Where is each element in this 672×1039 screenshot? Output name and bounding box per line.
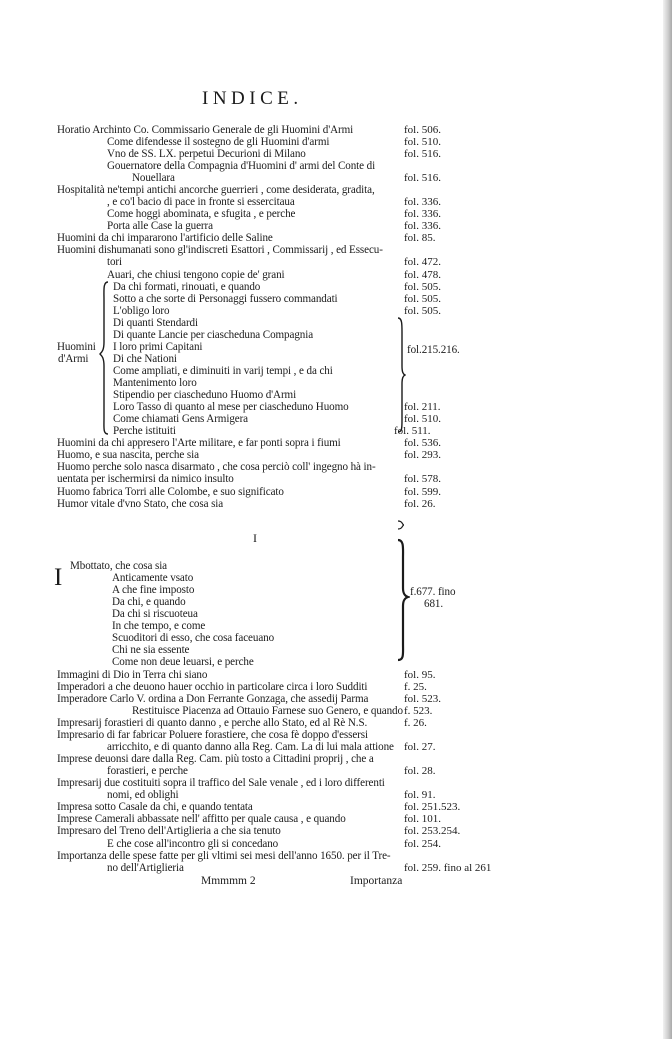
index-entry-ref: f. 26.: [404, 717, 427, 729]
signature-mark: Mmmmm 2: [201, 875, 256, 887]
index-entry-text: Stipendio per ciascheduno Huomo d'Armi: [113, 389, 297, 401]
index-entry-text: Mantenimento loro: [113, 377, 197, 389]
index-entry-text: Di quante Lancie per ciascheduna Compagnia: [113, 329, 314, 341]
imbottato-line: In che tempo, e come: [112, 620, 206, 632]
huomini-darmi-label-1: Huomini: [57, 341, 96, 353]
index-entry-ref: fol. 85.: [404, 232, 436, 244]
index-entry-ref: fol. 336.: [404, 220, 441, 232]
index-entry-text: I loro primi Capitani: [113, 341, 203, 353]
index-entry-text: Huomo fabrica Torri alle Colombe, e suo significato: [57, 486, 284, 498]
index-entry-text: Imperadori a che deuono hauer occhio in particolare circa i loro Sudditi: [57, 681, 368, 693]
index-entry-ref: fol. 251.523.: [404, 801, 461, 813]
index-entry-ref: fol. 336.: [404, 208, 441, 220]
index-entry-ref: fol. 259. fino al 261: [404, 862, 492, 874]
index-entry-ref: fol. 510.: [404, 413, 441, 425]
index-entry-ref: fol. 336.: [404, 196, 441, 208]
imbottato-right-brace: [396, 538, 410, 664]
index-entry-text: Nouellara: [132, 172, 175, 184]
index-entry-text: Impresarij due costituiti sopra il traffico del Sale venale , ed i loro differenti: [57, 777, 385, 789]
imbottato-line: Anticamente vsato: [112, 572, 194, 584]
imbottato-line: Come non deue leuarsi, e perche: [112, 656, 254, 668]
index-entry-text: Di che Nationi: [113, 353, 177, 365]
index-entry-text: forastieri, e perche: [107, 765, 188, 777]
index-entry-text: Imprese deuonsi dare dalla Reg. Cam. più tosto a Cittadini proprij , che a: [57, 753, 374, 765]
index-entry-ref: fol. 472.: [404, 256, 441, 268]
index-entry-text: Vno de SS. LX. perpetui Decurioni di Milano: [107, 148, 306, 160]
index-entry-text: tori: [107, 256, 123, 268]
humor-brace-mark: [396, 520, 406, 530]
imbottato-line: A che fine imposto: [112, 584, 195, 596]
index-entry-text: Importanza delle spese fatte per gli vltimi sei mesi dell'anno 1650. per il Tre-: [57, 850, 391, 862]
huomini-right-brace: [396, 316, 406, 434]
index-entry-text: Gouernatore della Compagnia d'Huomini d' armi del Conte di: [107, 160, 376, 172]
index-entry-text: Immagini di Dio in Terra chi siano: [57, 669, 208, 681]
index-entry-text: Impresario di far fabricar Poluere forastiere, che cosa fè doppo d'essersi: [57, 729, 368, 741]
index-entry-ref: fol. 478.: [404, 269, 441, 281]
imbottato-line: Scuoditori di esso, che cosa faceuano: [112, 632, 275, 644]
index-entry-text: uentata per ischermirsi da nimico insulto: [57, 473, 234, 485]
catchword: Importanza: [350, 875, 403, 887]
index-entry-ref: fol. 26.: [404, 498, 436, 510]
index-entry-ref: fol. 27.: [404, 741, 436, 753]
index-entry-text: Perche istituiti: [113, 425, 176, 437]
index-entry-ref: f. 523.: [404, 705, 433, 717]
index-entry-ref: fol. 523.: [404, 693, 441, 705]
index-entry-text: Come ampliati, e diminuiti in varij tempi , e da chi: [113, 365, 333, 377]
index-entry-text: arricchito, e di quanto danno alla Reg. Cam. La di lui mala attione: [107, 741, 394, 753]
index-entry-ref: fol. 511.: [394, 425, 431, 437]
imbottato-line: Mbottato, che cosa sia: [70, 560, 167, 572]
dropcap-i: I: [54, 564, 63, 591]
index-entry-ref: fol. 95.: [404, 669, 436, 681]
index-entry-ref: fol. 536.: [404, 437, 441, 449]
index-entry-ref: fol. 505.: [404, 305, 441, 317]
index-entry-ref: fol. 253.254.: [404, 825, 461, 837]
index-entry-text: , e co'l bacio di pace in fronte si essercitaua: [107, 196, 295, 208]
index-entry-text: Porta alle Case la guerra: [107, 220, 213, 232]
section-letter-i: I: [253, 531, 257, 545]
index-entry-ref: f. 25.: [404, 681, 427, 693]
index-entry-ref: fol. 516.: [404, 172, 441, 184]
index-entry-text: Restituisce Piacenza ad Ottauio Farnese suo Genero, e quando: [132, 705, 403, 717]
huomini-left-brace: [99, 280, 111, 436]
index-entry-text: Da chi formati, rinouati, e quando: [113, 281, 261, 293]
page-edge-shadow: [663, 0, 672, 1039]
index-entry-text: Huomini da chi appresero l'Arte militare, e far ponti sopra i fiumi: [57, 437, 341, 449]
imbottato-ref-1: f.677. fino: [410, 586, 456, 598]
index-entry-text: Hospitalità ne'tempi antichi ancorche guerrieri , come desiderata, gradita,: [57, 184, 375, 196]
huomini-darmi-label-2: d'Armi: [58, 353, 89, 365]
index-entry-ref: fol. 293.: [404, 449, 441, 461]
index-entry-ref: fol. 28.: [404, 765, 436, 777]
index-entry-text: Huomini da chi impararono l'artificio delle Saline: [57, 232, 273, 244]
index-entry-ref: fol. 506.: [404, 124, 441, 136]
index-entry-text: Di quanti Stendardi: [113, 317, 198, 329]
index-entry-ref: fol. 91.: [404, 789, 436, 801]
page-title: INDICE.: [202, 88, 303, 109]
index-entry-ref: fol. 505.: [404, 293, 441, 305]
imbottato-line: Chi ne sia essente: [112, 644, 190, 656]
index-entry-text: Loro Tasso di quanto al mese per ciascheduno Huomo: [113, 401, 349, 413]
index-entry-text: Horatio Archinto Co. Commissario Generale de gli Huomini d'Armi: [57, 124, 354, 136]
index-entry-ref: fol. 516.: [404, 148, 441, 160]
index-entry-text: Come difendesse il sostegno de gli Huomini d'armi: [107, 136, 330, 148]
index-entry-ref: fol. 254.: [404, 838, 441, 850]
index-entry-ref: fol. 599.: [404, 486, 441, 498]
index-entry-ref: fol. 211.: [404, 401, 441, 413]
index-entry-text: Imprese Camerali abbassate nell' affitto per quale causa , e quando: [57, 813, 346, 825]
index-entry-text: Sotto a che sorte di Personaggi fussero commandati: [113, 293, 338, 305]
imbottato-line: Da chi si riscuoteua: [112, 608, 198, 620]
index-entry-text: Impresa sotto Casale da chi, e quando tentata: [57, 801, 253, 813]
index-entry-text: Impresarij forastieri di quanto danno , e perche allo Stato, ed al Rè N.S.: [57, 717, 368, 729]
index-entry-ref: fol. 578.: [404, 473, 441, 485]
huomini-group-ref: fol.215.216.: [407, 344, 460, 356]
index-entry-text: Humor vitale d'vno Stato, che cosa sia: [57, 498, 224, 510]
imbottato-ref-2: 681.: [424, 598, 444, 610]
index-entry-text: Auari, che chiusi tengono copie de' grani: [107, 269, 285, 281]
imbottato-line: Da chi, e quando: [112, 596, 186, 608]
index-entry-text: Impresaro del Treno dell'Artiglieria a che sia tenuto: [57, 825, 281, 837]
index-entry-ref: fol. 101.: [404, 813, 441, 825]
index-entry-text: Come chiamati Gens Armigera: [113, 413, 249, 425]
index-entry-text: Huomini dishumanati sono gl'indiscreti Esattori , Commissarij , ed Essecu-: [57, 244, 383, 256]
index-entry-text: no dell'Artiglieria: [107, 862, 184, 874]
index-entry-text: Huomo perche solo nasca disarmato , che cosa perciò coll' ingegno hà in-: [57, 461, 376, 473]
index-entry-ref: fol. 505.: [404, 281, 441, 293]
index-entry-text: Come hoggi abominata, e sfugita , e perche: [107, 208, 296, 220]
index-entry-text: nomi, ed oblighi: [107, 789, 179, 801]
index-entry-text: L'obligo loro: [113, 305, 170, 317]
index-entry-text: E che cose all'incontro gli si concedano: [107, 838, 279, 850]
index-entry-text: Huomo, e sua nascita, perche sia: [57, 449, 199, 461]
index-entry-ref: fol. 510.: [404, 136, 441, 148]
index-entry-text: Imperadore Carlo V. ordina a Don Ferrante Gonzaga, che assedij Parma: [57, 693, 369, 705]
